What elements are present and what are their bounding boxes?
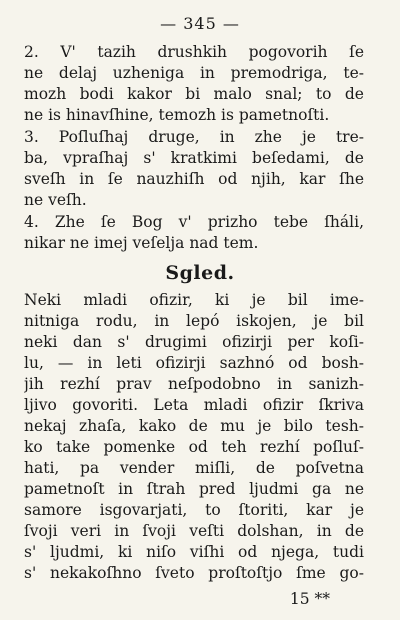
text-line: samore isgovarjati, to ſtoriti, kar je xyxy=(24,501,364,519)
text-line: sveſh in ſe nauzhiſh od njih, kar ſhe xyxy=(24,170,364,188)
page-number: — 345 — xyxy=(160,14,240,33)
text-line: 2. V' tazih drushkih pogovorih ſe xyxy=(24,43,364,61)
signature-mark: 15 ** xyxy=(289,590,330,608)
text-line: neki dan s' drugimi ofizirji per koſi- xyxy=(24,333,364,351)
text-line: 4. Zhe ſe Bog v' prizho tebe ſháli, xyxy=(24,213,364,231)
text-line: s' nekakoſhno ſveto proſtoſtjo ſme go- xyxy=(24,564,364,582)
text-line: ſvoji veri in ſvoji veſti dolshan, in de xyxy=(24,522,364,540)
text-line: ne is hinavſhine, temozh is pametnoſti. xyxy=(24,106,330,124)
text-line: nitniga rodu, in lepó iskojen, je bil xyxy=(24,312,364,330)
text-line: 3. Poſluſhaj druge, in zhe je tre- xyxy=(24,128,364,146)
section-heading: Sgled. xyxy=(165,262,235,284)
text-line: ko take pomenke od teh rezhí poſluſ- xyxy=(24,438,364,456)
text-line: s' ljudmi, ki niſo viſhi od njega, tudi xyxy=(24,543,364,561)
text-line: lu, — in leti ofizirji sazhnó od bosh- xyxy=(24,354,364,372)
text-line: mozh bodi kakor bi malo snal; to de xyxy=(24,85,364,103)
text-line: nikar ne imej veſelja nad tem. xyxy=(24,234,259,252)
text-line: hati, pa vender miſli, de poſvetna xyxy=(24,459,364,477)
text-line: ba, vpraſhaj s' kratkimi beſedami, de xyxy=(24,149,364,167)
text-line: Neki mladi ofizir, ki je bil ime- xyxy=(24,291,364,309)
text-line: ne veſh. xyxy=(24,191,87,209)
text-line: jih rezhí prav neſpodobno in sanizh- xyxy=(24,375,364,393)
text-line: ne delaj uzheniga in premodriga, te- xyxy=(24,64,364,82)
text-line: nekaj zhaſa, kako de mu je bilo tesh- xyxy=(24,417,364,435)
text-line: ljivo govoriti. Leta mladi ofizir ſkriva xyxy=(24,396,364,414)
text-line: pametnoſt in ſtrah pred ljudmi ga ne xyxy=(24,480,364,498)
